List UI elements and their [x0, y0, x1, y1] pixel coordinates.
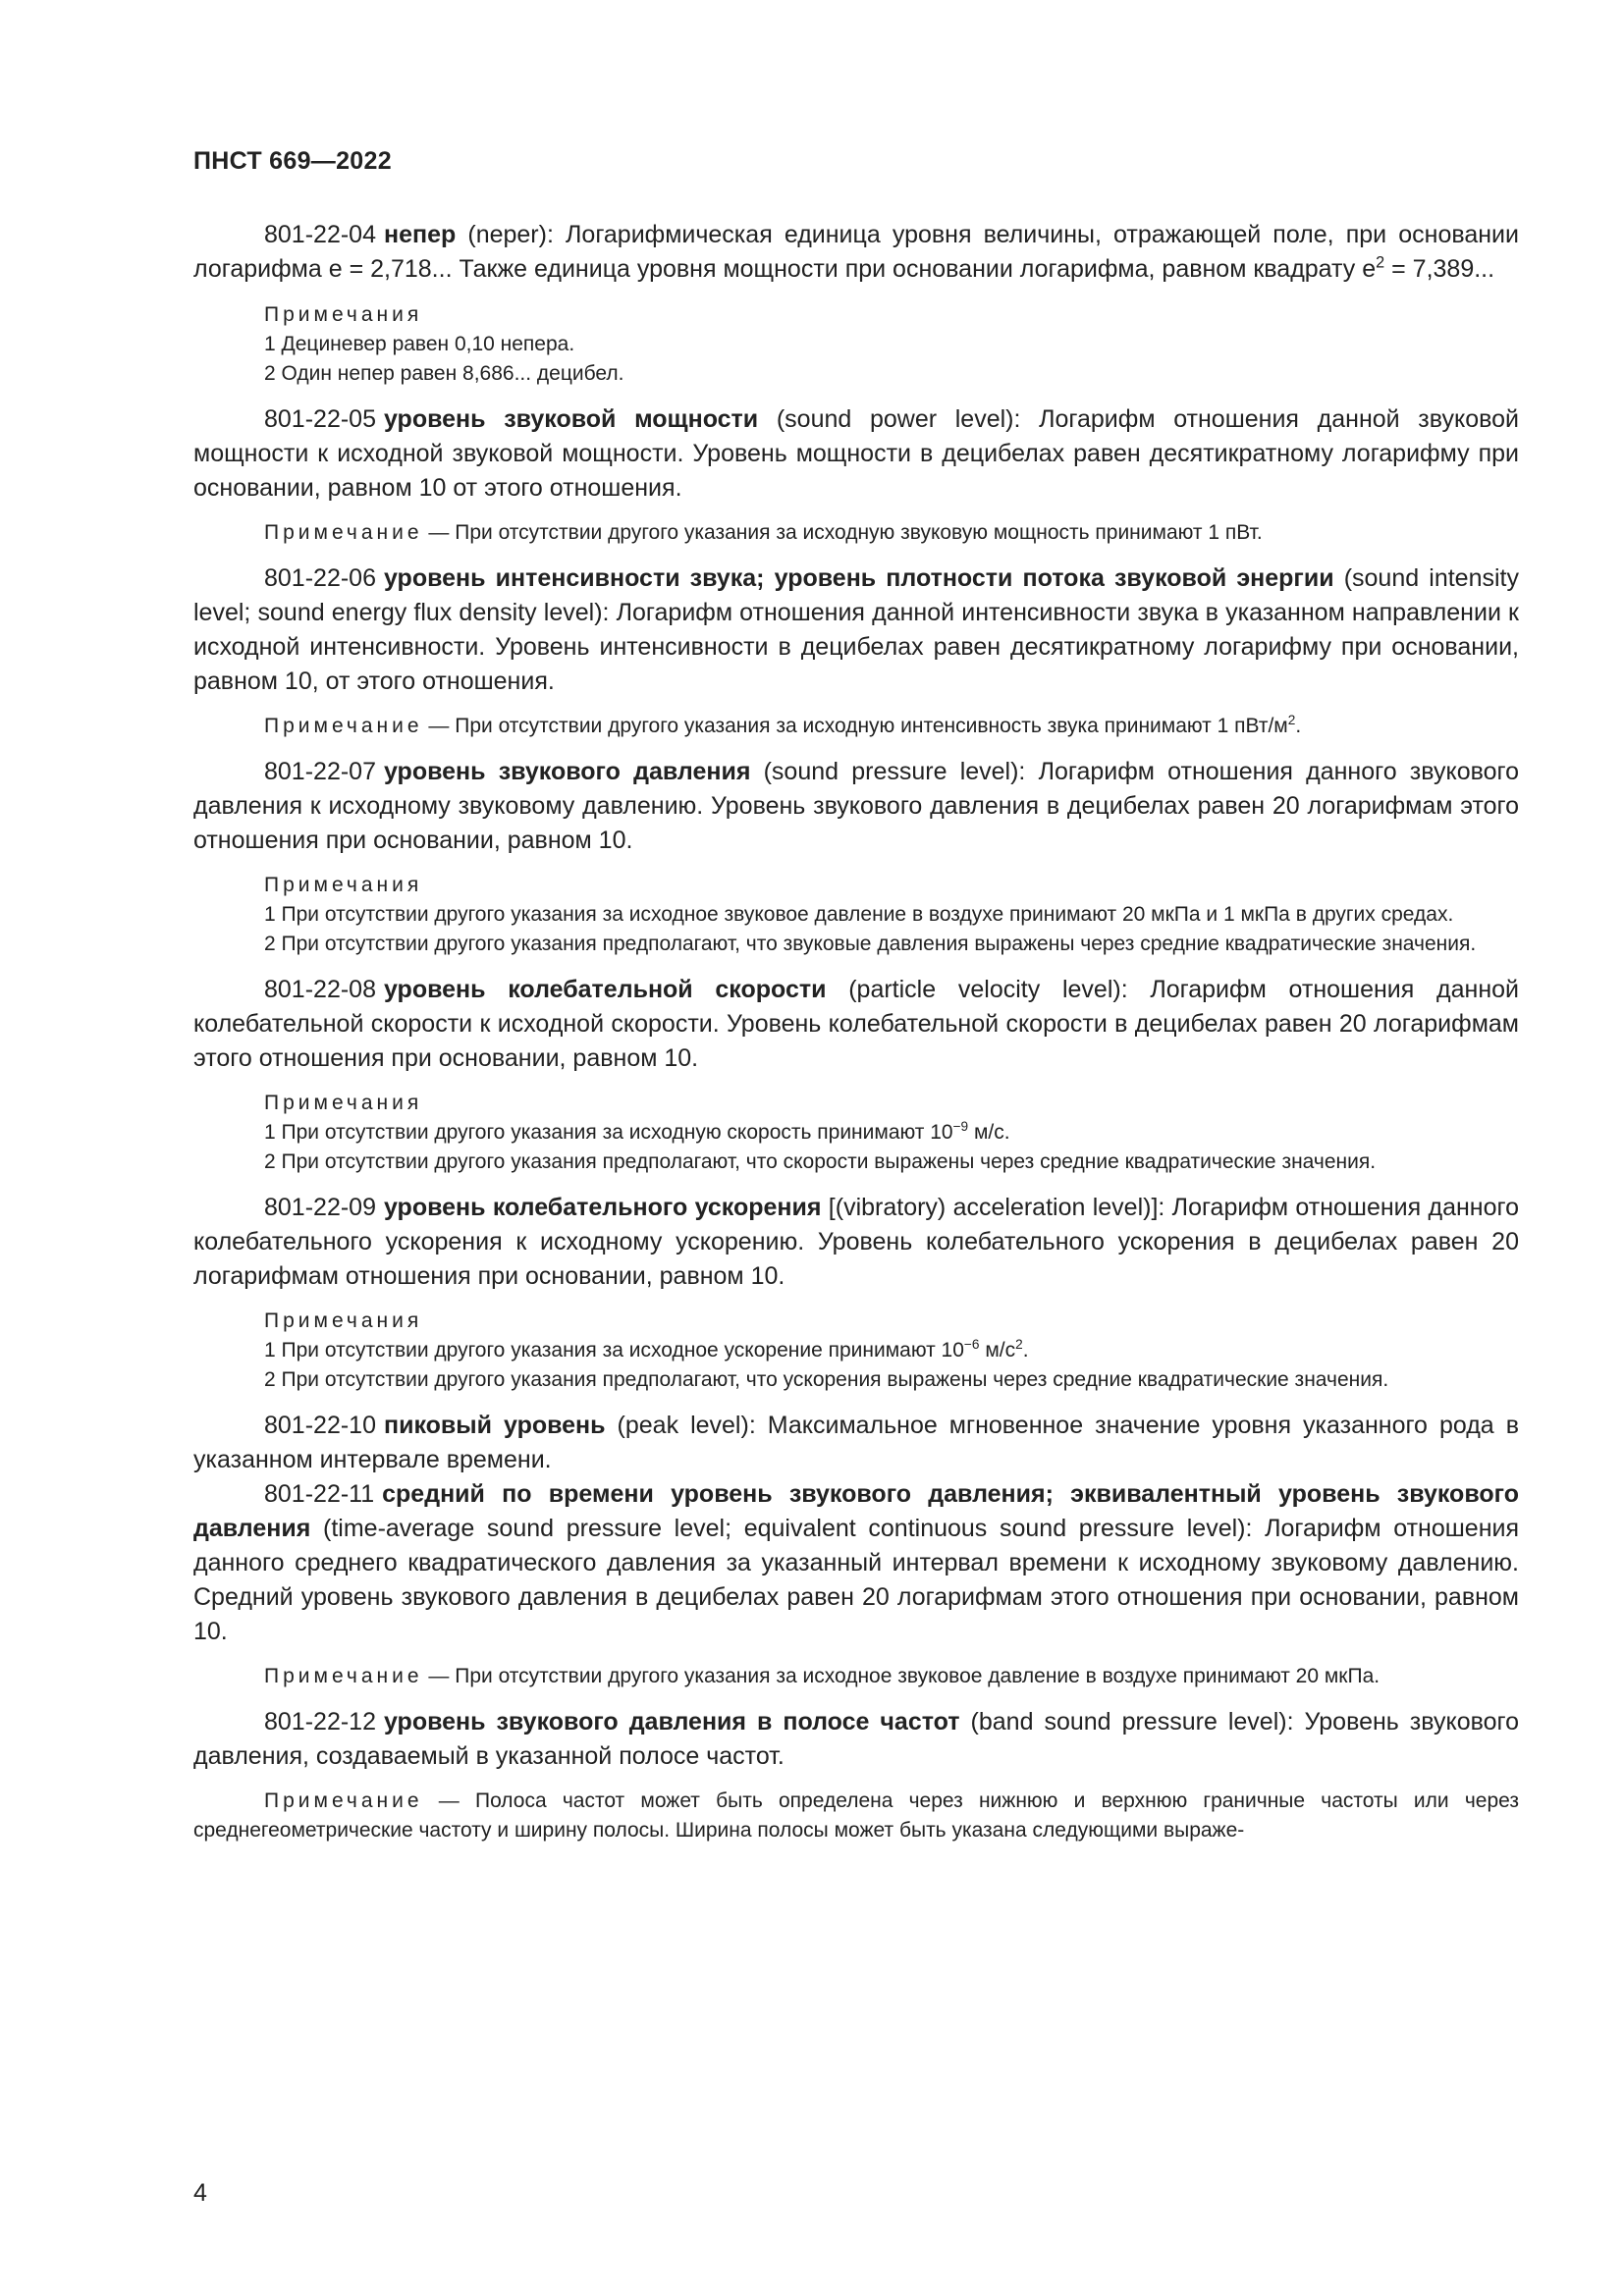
term-801-22-05: 801-22-05 уровень звуковой мощности (sound power level): Логарифм отношения данной звуковой мощности к исходной звуковой мощности. Уровень мощности в децибелах равен десятикратному логарифму при основании, равном 10 от этого отношения. [193, 405, 1519, 502]
notes-801-22-08: Примечания 1 При отсутствии другого указания за исходную скорость принимают $10^{-9}$ м/с. 2 При отсутствии другого указания предполагают, что скорости выражены через средние квадратические значения. [264, 1092, 1377, 1173]
note-801-22-05: Примечание — При отсутствии другого указания за исходную звуковую мощность принимают 1 пВт. [264, 521, 1263, 544]
note-801-22-11: Примечание — При отсутствии другого указания за исходное звуковое давление в воздухе принимают 20 мкПа. [264, 1665, 1380, 1687]
notes-801-22-04: Примечания 1 Дециневер равен 0,10 непера. 2 Один непер равен 8,686... децибел. [264, 303, 624, 385]
note-801-22-06: Примечание — При отсутствии другого указания за исходную интенсивность звука принимают 1 пВт/$м^2$. [264, 712, 1302, 737]
term-801-22-08: 801-22-08 уровень колебательной скорости (particle velocity level): Логарифм отношения данной колебательной скорости к исходной скорости. Уровень колебательной скорости в децибелах равен 20 логарифмам этого отношения при основании, равном 10. [193, 976, 1519, 1072]
term-801-22-12: 801-22-12 уровень звукового давления в полосе частот (band sound pressure level): Уровень звукового давления, создаваемый в указанной полосе частот. [193, 1708, 1519, 1770]
page-number: 4 [193, 2179, 207, 2207]
notes-801-22-09: Примечания 1 При отсутствии другого указания за исходное ускорение принимают $10^{-6}$ $м/с^2$. 2 При отсутствии другого указания предполагают, что ускорения выражены через средние квадратические значения. [264, 1309, 1389, 1391]
term-801-22-11: 801-22-11 средний по времени уровень звукового давления; эквивалентный уровень звукового давления (time-average sound pressure level; equivalent continuous sound pressure level): Логарифм отношения данного среднего квадратического давления за указанный интервал времени к исходному звуковому давлению. Средний уровень звукового давления в децибелах равен 20 логарифмам этого отношения при основании, равном 10. [193, 1480, 1519, 1645]
term-801-22-06: 801-22-06 уровень интенсивности звука; уровень плотности потока звуковой энергии (sound intensity level; sound energy flux density level): Логарифм отношения данной интенсивности звука в указанном направлении к исходной интенсивности. Уровень интенсивности в децибелах равен десятикратному логарифму при основании, равном 10, от этого отношения. [193, 564, 1519, 695]
document-body [193, 218, 1519, 1859]
term-801-22-07: 801-22-07 уровень звукового давления (sound pressure level): Логарифм отношения данного звукового давления к исходному звуковому давлению. Уровень звукового давления в децибелах равен 20 логарифмам этого отношения при основании, равном 10. [193, 758, 1520, 854]
term-801-22-10: 801-22-10 пиковый уровень (peak level): Максимальное мгновенное значение уровня указанного рода в указанном интервале времени. [193, 1412, 1519, 1473]
term-801-22-09: 801-22-09 уровень колебательного ускорения [(vibratory) acceleration level)]: Логарифм отношения данного колебательного ускорения к исходному ускорению. Уровень колебательного ускорения в децибелах равен 20 логарифмам отношения при основании, равном 10. [193, 1194, 1519, 1290]
term-801-22-04: 801-22-04 непер (neper): Логарифмическая единица уровня величины, отражающей поле, при основании логарифма e = 2,718... Также единица уровня мощности при основании логарифма, равном квадрату $e^2 = 7,389$... [193, 221, 1519, 283]
notes-801-22-07: Примечания 1 При отсутствии другого указания за исходное звуковое давление в воздухе принимают 20 мкПа и 1 мкПа в других средах. 2 При отсутствии другого указания предполагают, что звуковые давления выражены через средние квадратические значения. [264, 874, 1477, 955]
note-801-22-12: Примечание — Полоса частот может быть определена через нижнюю и верхнюю граничные частоты или через среднегеометрические частоту и ширину полосы. Ширина полосы может быть указана следующими выраже- [193, 1789, 1519, 1842]
document-id: ПНСТ 669—2022 [193, 147, 392, 175]
